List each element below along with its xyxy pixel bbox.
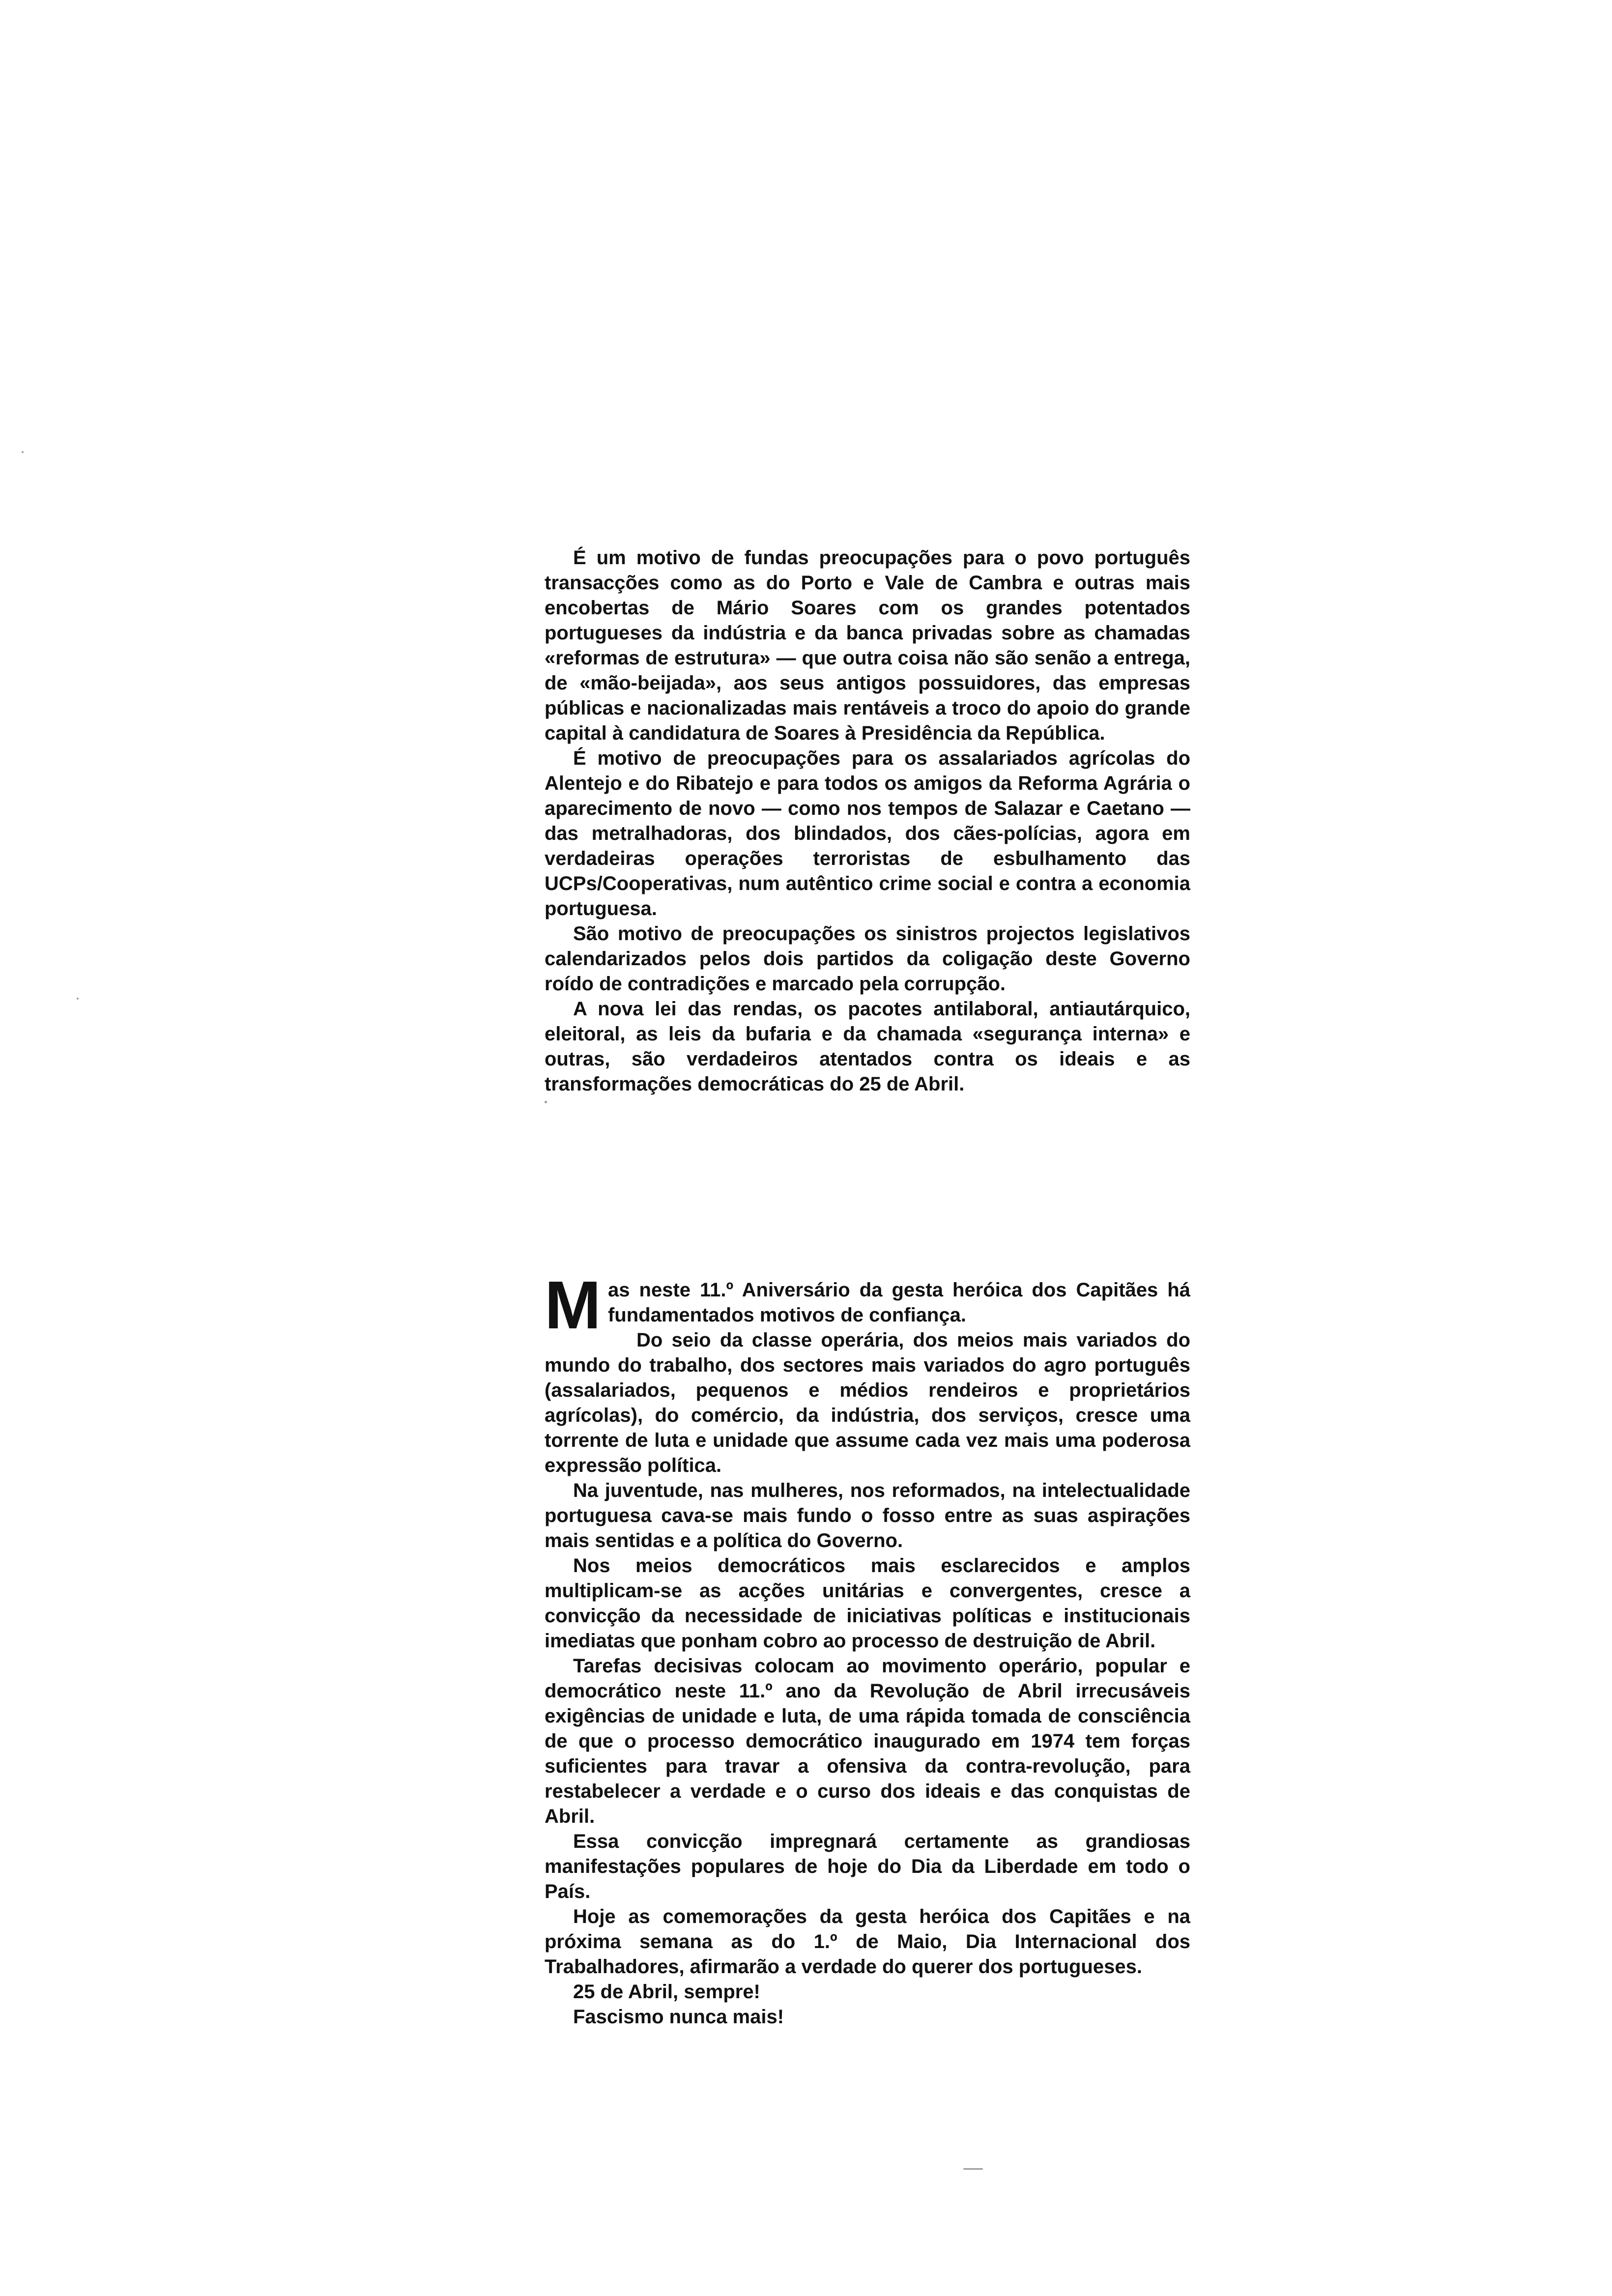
closing-line: 25 de Abril, sempre! xyxy=(573,1981,760,2003)
paragraph: A nova lei das rendas, os pacotes antilaboral, antiautárquico, eleitoral, as leis da bufaria e da chamada «segurança interna» e outras, são verdadeiros atentados contra os ideais e as transformações democráticas do 25 de Abril. xyxy=(545,998,1190,1095)
paragraph: Hoje as comemorações da gesta heróica dos Capitães e na próxima semana as do 1.º de Maio, Dia Internacional dos Trabalhadores, afirmarão a verdade do querer dos portugueses. xyxy=(545,1906,1190,1978)
paragraph: Na juventude, nas mulheres, nos reformados, na intelectualidade portuguesa cava-se mais fundo o fosso entre as suas aspirações mais sentidas e a política do Governo. xyxy=(545,1480,1190,1551)
scan-speck xyxy=(963,2168,983,2170)
paragraph: Tarefas decisivas colocam ao movimento operário, popular e democrático neste 11.º ano da Revolução de Abril irrecusáveis exigências de unidade e luta, de uma rápida tomada de consciência de que o processo democrático inaugurado em 1974 tem forças suficientes para travar a ofensiva da contra-revolução, para restabelecer a verdade e o curso dos ideais e das conquistas de Abril. xyxy=(545,1655,1190,1827)
lead-text: as neste 11.º Aniversário da gesta heróica dos Capitães há fundamentados motivos de confiança. xyxy=(607,1279,1190,1326)
paragraph: São motivo de preocupações os sinistros projectos legislativos calendarizados pelos dois partidos da coligação deste Governo roído de contradições e marcado pela corrupção. xyxy=(545,923,1190,995)
paragraph: Essa convicção impregnará certamente as grandiosas manifestações populares de hoje do Dia da Liberdade em todo o País. xyxy=(545,1831,1190,1902)
drop-cap: M xyxy=(545,1267,601,1343)
paragraph: É um motivo de fundas preocupações para o povo português transacções como as do Porto e Vale de Cambra e outras mais encobertas de Mário Soares com os grandes potentados portugueses da indústria e da banca privadas sobre as chamadas «reformas de estrutura» — que outra coisa não são senão a entrega, de «mão-beijada», aos seus antigos possuidores, das empresas públicas e nacionalizadas mais rentáveis a troco do apoio do grande capital à candidatura de Soares à Presidência da República. xyxy=(545,547,1190,744)
paragraph: Do seio da classe operária, dos meios mais variados do mundo do trabalho, dos sectores mais variados do agro português (assalariados, pequenos e médios rendeiros e proprietários agrícolas), do comércio, da indústria, dos serviços, cresce uma torrente de luta e unidade que assume cada vez mais uma poderosa expressão política. xyxy=(545,1329,1190,1476)
paragraph: Nos meios democráticos mais esclarecidos e amplos multiplicam-se as acções unitárias e convergentes, cresce a convicção da necessidade de iniciativas políticas e institucionais imediatas que ponham cobro ao processo de destruição de Abril. xyxy=(545,1555,1190,1652)
scan-speck xyxy=(545,1101,547,1103)
article-section-1 xyxy=(545,545,1190,1097)
scan-speck xyxy=(77,998,79,1000)
paragraph: É motivo de preocupações para os assalariados agrícolas do Alentejo e do Ribatejo e para todos os amigos da Reforma Agrária o aparecimento de novo — como nos tempos de Salazar e Caetano — das metralhadoras, dos blindados, dos cães-polícias, agora em verdadeiras operações terroristas de esbulhamento das UCPs/Cooperativas, num autêntico crime social e contra a economia portuguesa. xyxy=(545,747,1190,919)
lead-paragraph xyxy=(545,1267,1190,1343)
closing-line: Fascismo nunca mais! xyxy=(573,2006,784,2028)
article-section-2 xyxy=(545,1267,1190,2030)
scan-speck xyxy=(22,451,24,453)
